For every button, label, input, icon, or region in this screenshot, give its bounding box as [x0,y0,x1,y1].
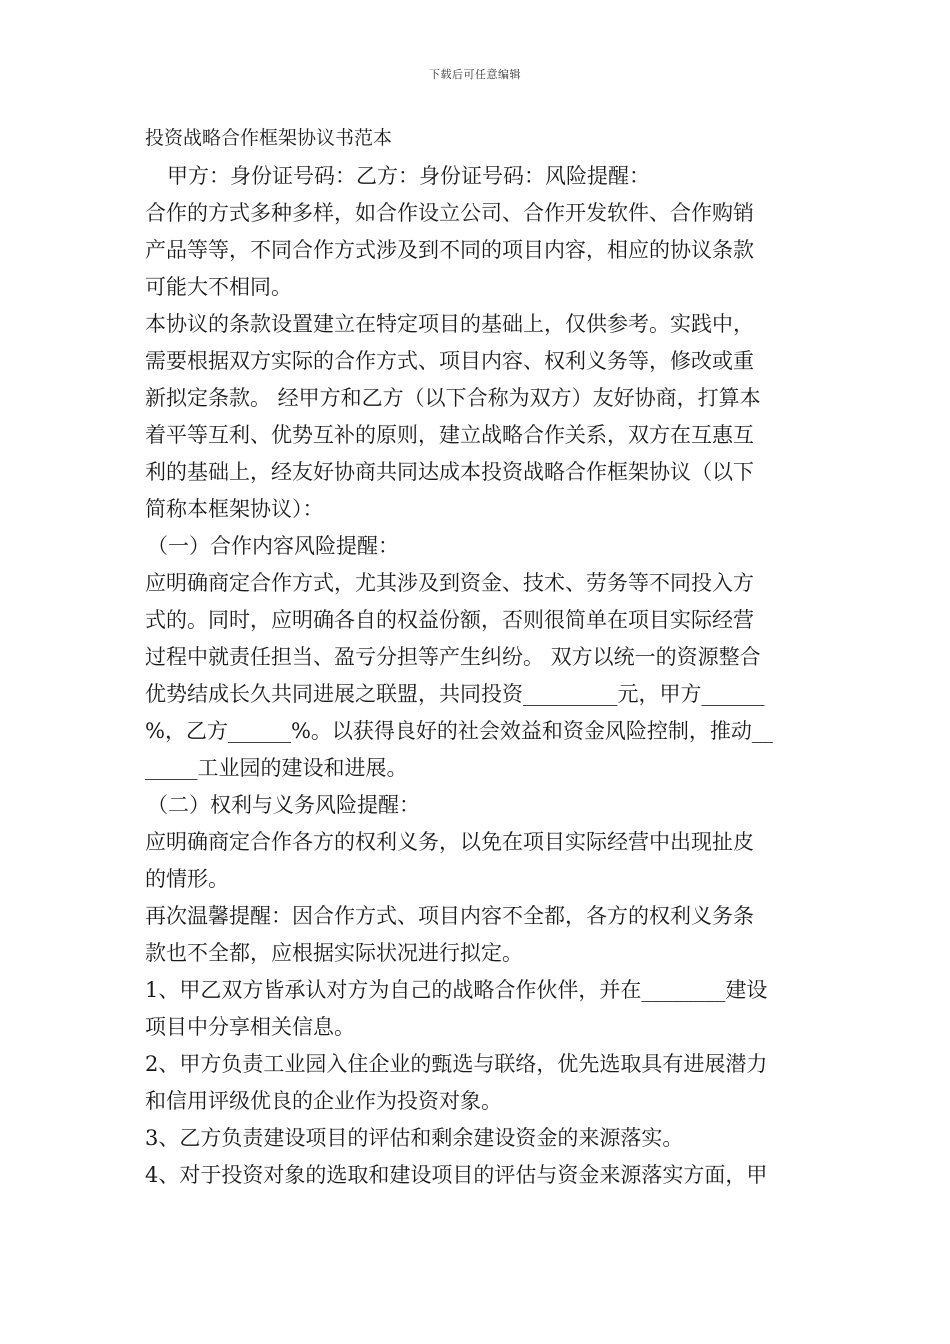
clause-3 [145,1120,815,1157]
text-line: 再次温馨提醒：因合作方式、项目内容不全都，各方的权利义务条 [145,904,754,928]
document-body [145,122,815,1194]
text-line: 优势结成长久共同进展之联盟，共同投资_________元，甲方______ [145,682,765,706]
section-body-rights-obligations [145,824,815,898]
text-line: 合作的方式多种多样，如合作设立公司、合作开发软件、合作购销 [145,201,754,225]
text-line: 简称本框架协议）： [145,497,324,521]
text-line: 的情形。 [145,867,229,891]
text-line: 和信用评级优良的企业作为投资对象。 [145,1089,502,1113]
page-header: 下载后可任意编辑 [429,68,521,81]
text-line: 式的。同时，应明确各自的权益份额，否则很简单在项目实际经营 [145,608,754,632]
paragraph-agreement-basis [145,306,815,528]
clause-4 [145,1157,815,1194]
text-line: 应明确商定合作方式，尤其涉及到资金、技术、劳务等不同投入方 [145,571,754,595]
clause-2 [145,1046,815,1120]
text-line: 着平等互利、优势互补的原则，建立战略合作关系，双方在互惠互 [145,423,754,447]
parties-line: 甲方：身份证号码：乙方：身份证号码：风险提醒： [167,164,650,188]
text-line: 款也不全都，应根据实际状况进行拟定。 [145,941,523,965]
text-line: 应明确商定合作各方的权利义务，以免在项目实际经营中出现扯皮 [145,830,754,854]
section-body-cooperation-content [145,565,815,787]
text-line: 4、对于投资对象的选取和建设项目的评估与资金来源落实方面，甲 [145,1163,768,1187]
text-line: 1、甲乙双方皆承认对方为自己的战略合作伙伴，并在________建设 [145,978,768,1002]
text-line: 需要根据双方实际的合作方式、项目内容、权利义务等，修改或重 [145,349,754,373]
section-heading-rights-obligations: （二）权利与义务风险提醒： [147,793,420,817]
text-line: 新拟定条款。 经甲方和乙方（以下合称为双方）友好协商，打算本 [145,386,761,410]
text-line: 2、甲方负责工业园入住企业的甄选与联络，优先选取具有进展潜力 [145,1052,768,1076]
text-line: 本协议的条款设置建立在特定项目的基础上，仅供参考。实践中， [145,312,754,336]
text-line: 利的基础上，经友好协商共同达成本投资战略合作框架协议（以下 [145,460,754,484]
clause-1 [145,972,815,1046]
paragraph-cooperation-methods [145,195,815,306]
text-line: _____工业园的建设和进展。 [145,756,408,780]
text-line: 产品等等，不同合作方式涉及到不同的项目内容，相应的协议条款 [145,238,754,262]
section-heading-cooperation-content: （一）合作内容风险提醒： [147,534,399,558]
paragraph-reminder [145,898,815,972]
text-line: %，乙方______%。以获得良好的社会效益和资金风险控制，推动__ [145,719,773,743]
document-title: 投资战略合作框架协议书范本 [145,127,393,149]
text-line: 3、乙方负责建设项目的评估和剩余建设资金的来源落实。 [145,1126,684,1150]
text-line: 过程中就责任担当、盈亏分担等产生纠纷。 双方以统一的资源整合 [145,645,761,669]
text-line: 项目中分享相关信息。 [145,1015,355,1039]
text-line: 可能大不相同。 [145,275,292,299]
